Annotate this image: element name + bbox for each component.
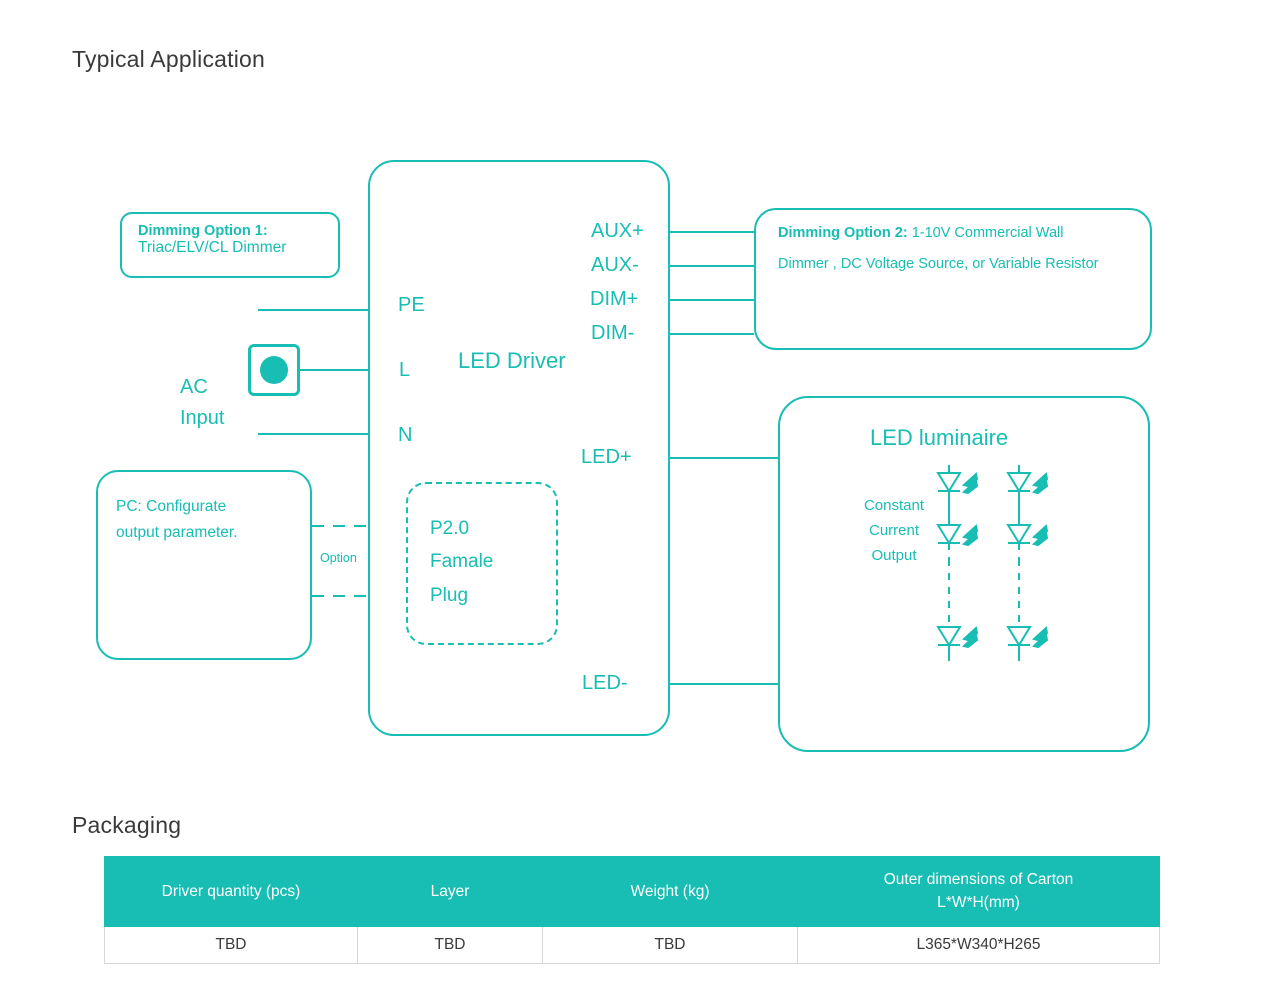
header-layer: Layer: [358, 857, 543, 927]
p20-line1: P2.0: [430, 518, 470, 539]
cc-line1: Constant: [863, 497, 925, 514]
page-title-typical-application: Typical Application: [72, 46, 266, 72]
terminal-l: L: [399, 359, 411, 381]
page-title-packaging: Packaging: [72, 812, 182, 838]
ac-input-line1: AC: [180, 376, 208, 398]
header-weight: Weight (kg): [543, 857, 798, 927]
ac-plug-icon: [248, 344, 300, 396]
header-carton-dimensions: [798, 857, 1160, 927]
pc-configuration-box: [96, 470, 312, 660]
cc-line3: Output: [871, 546, 917, 564]
table-row: [105, 926, 1160, 963]
cell-weight: TBD: [543, 926, 798, 963]
dimming-option-2-box: [754, 208, 1152, 350]
p20-line3: Plug: [430, 584, 469, 606]
dimming-option-1-box: [120, 212, 340, 278]
cell-layer: TBD: [358, 926, 543, 963]
header-driver-quantity: Driver quantity (pcs): [105, 857, 358, 927]
terminal-pe: PE: [398, 294, 425, 316]
p20-plug-label: [430, 512, 493, 612]
ac-input-line2: Input: [180, 407, 225, 429]
terminal-aux-minus: AUX-: [591, 254, 639, 276]
cc-line2: Current: [868, 521, 920, 539]
option-label: Option: [320, 551, 357, 565]
ac-input-label: [180, 372, 224, 434]
led-luminaire-title: LED luminaire: [870, 425, 1009, 450]
terminal-led-minus: LED-: [582, 672, 628, 694]
led-driver-label: LED Driver: [458, 348, 566, 373]
pc-box-line2: output parameter.: [116, 524, 238, 542]
ac-plug-dot-icon: [260, 356, 288, 384]
dimming-option-1-text: Triac/ELV/CL Dimmer: [138, 239, 287, 256]
header-carton-line1: Outer dimensions of Carton: [883, 871, 1074, 888]
terminal-n: N: [398, 424, 413, 446]
dimming-option-2-title: Dimming Option 2:: [778, 225, 908, 241]
cell-driver-quantity: TBD: [105, 926, 358, 963]
dimming-option-2-text-line2: Dimmer , DC Voltage Source, or Variable Resistor: [778, 256, 1099, 272]
constant-current-output-label: [848, 494, 940, 568]
table-header-row: [105, 857, 1160, 927]
terminal-led-plus: LED+: [581, 446, 632, 468]
terminal-dim-minus: DIM-: [591, 322, 635, 344]
cell-carton-dimensions: L365*W340*H265: [798, 926, 1160, 963]
dimming-option-1-title: Dimming Option 1:: [138, 223, 268, 239]
terminal-aux-plus: AUX+: [591, 220, 644, 242]
pc-box-line1: PC: Configurate: [116, 498, 227, 515]
led-array-icon: [930, 455, 1070, 695]
terminal-dim-plus: DIM+: [590, 288, 639, 310]
dimming-option-2-text-line1: 1-10V Commercial Wall: [907, 225, 1064, 241]
packaging-table: [104, 856, 1160, 964]
header-carton-line2: L*W*H(mm): [937, 894, 1020, 912]
p20-line2: Famale: [430, 551, 494, 573]
